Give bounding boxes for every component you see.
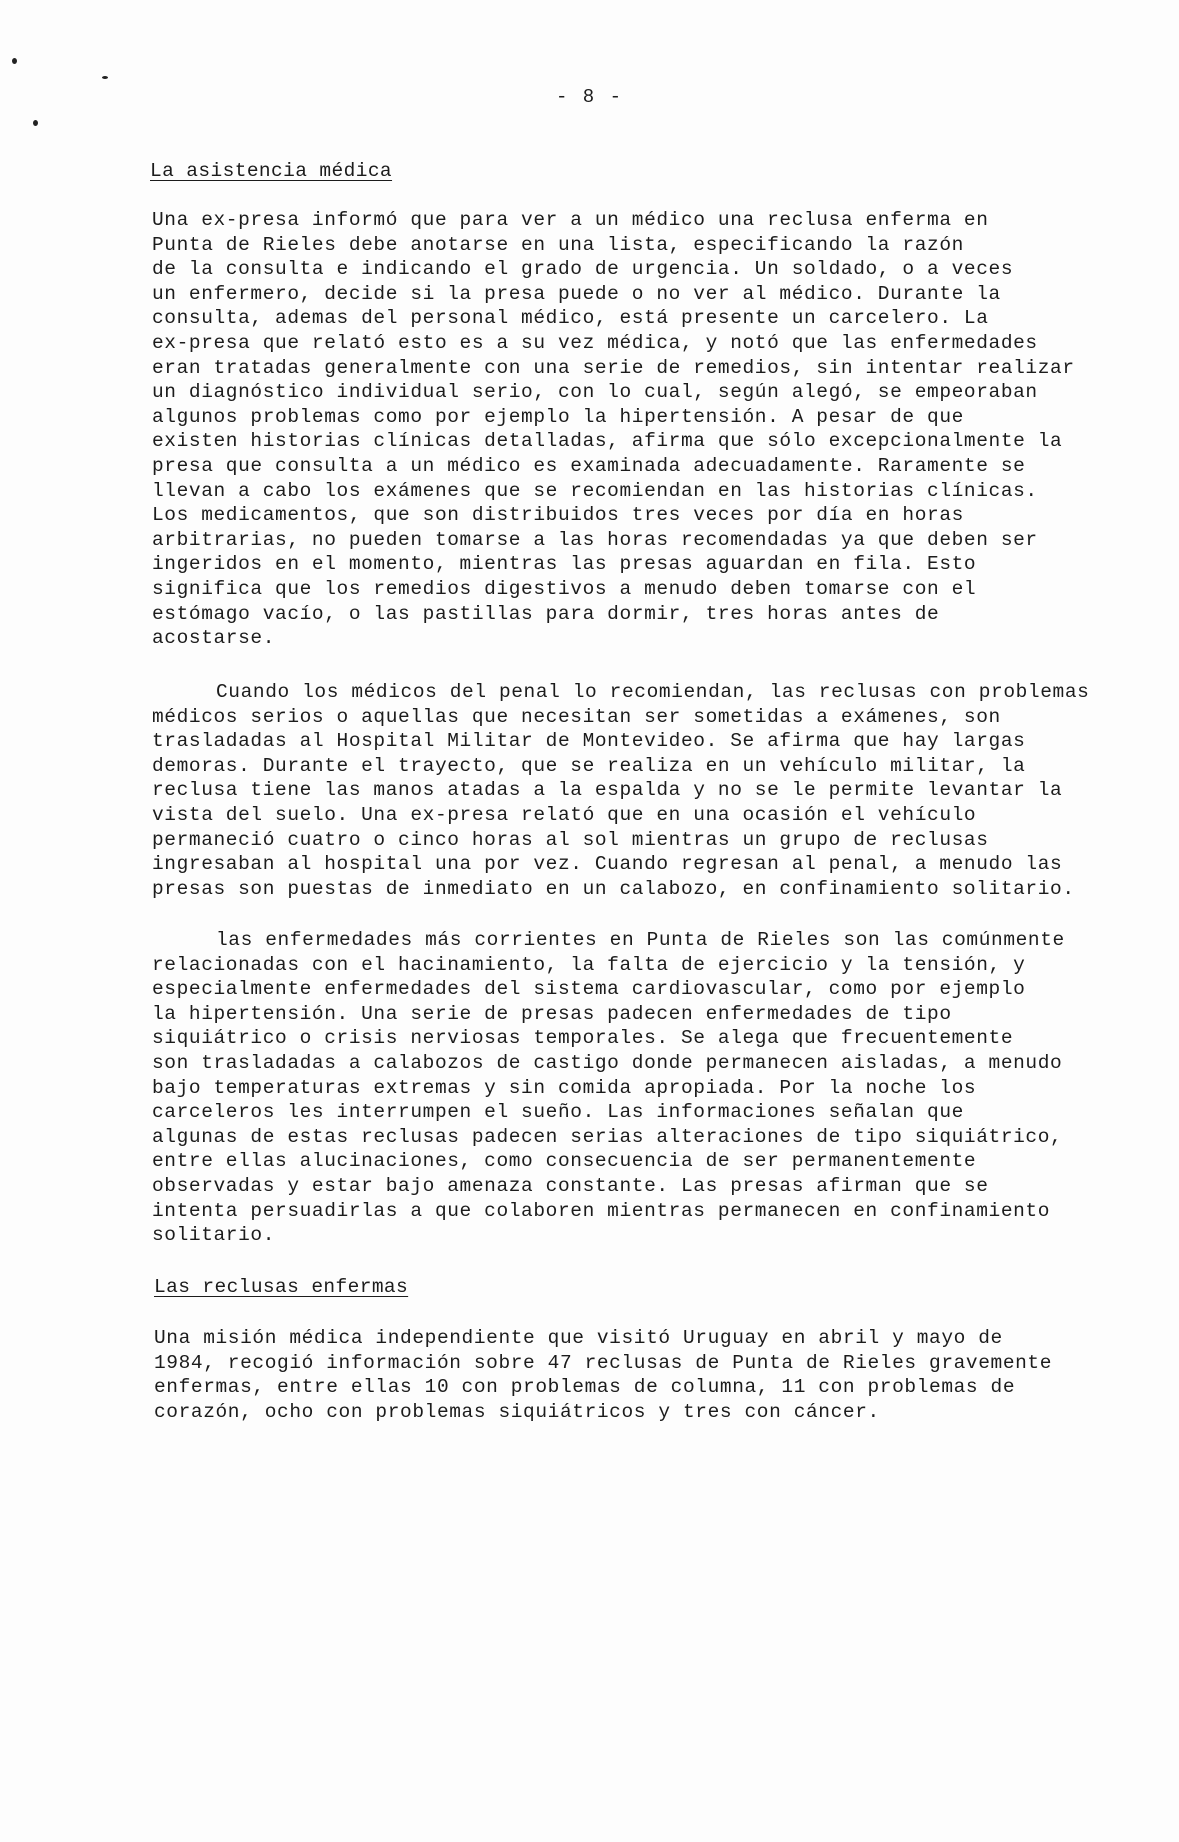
text-line: algunos problemas como por ejemplo la hipertensión. A pesar de que [152, 405, 964, 428]
text-line: ex-presa que relató esto es a su vez médica, y notó que las enfermedades [152, 331, 1038, 354]
text-line: acostarse. [152, 627, 276, 650]
paragraph-4 [154, 1326, 1114, 1424]
text-line: intenta persuadirlas a que colaboren mientras permanecen en confinamiento [152, 1199, 1051, 1222]
text-line: Los medicamentos, que son distribuidos tres veces por día en horas [152, 504, 964, 527]
section-heading-reclusas: Las reclusas enfermas [154, 1276, 409, 1298]
text-line: especialmente enfermedades del sistema cardiovascular, como por ejemplo [152, 978, 1026, 1001]
text-line: consulta, ademas del personal médico, está presente un carcelero. La [152, 307, 989, 330]
text-line: ingeridos en el momento, mientras las presas aguardan en fila. Esto [152, 553, 977, 576]
text-line: entre ellas alucinaciones, como consecuencia de ser permanentemente [152, 1150, 977, 1173]
text-line: relacionadas con el hacinamiento, la falta de ejercicio y la tensión, y [152, 953, 1026, 976]
text-line: vista del suelo. Una ex-presa relató que en una ocasión el vehículo [152, 803, 977, 826]
text-line: bajo temperaturas extremas y sin comida apropiada. Por la noche los [152, 1076, 977, 1099]
text-line: enfermas, entre ellas 10 con problemas de columna, 11 con problemas de [154, 1376, 1016, 1399]
text-line: Una misión médica independiente que visitó Uruguay en abril y mayo de [154, 1327, 1003, 1349]
text-line: 1984, recogió información sobre 47 reclusas de Punta de Rieles gravemente [154, 1351, 1053, 1374]
text-line: siquiátrico o crisis nerviosas temporales. Se alega que frecuentemente [152, 1027, 1014, 1050]
text-line: un enfermero, decide si la presa puede o no ver al médico. Durante la [152, 282, 1001, 305]
text-line: un diagnóstico individual serio, con lo cual, según alegó, se empeoraban [152, 381, 1038, 404]
paragraph-2 [152, 680, 1112, 901]
text-line: presa que consulta a un médico es examinada adecuadamente. Raramente se [152, 454, 1026, 477]
text-line: las enfermedades más corrientes en Punta de Rieles son las comúnmente [216, 929, 1065, 951]
text-line: médicos serios o aquellas que necesitan ser sometidas a exámenes, son [152, 705, 1001, 728]
text-line: solitario. [152, 1224, 276, 1247]
text-line: la hipertensión. Una serie de presas padecen enfermedades de tipo [152, 1002, 952, 1025]
text-line: carceleros les interrumpen el sueño. Las informaciones señalan que [152, 1101, 964, 1124]
page-number: - 8 - [555, 86, 623, 108]
text-line: significa que los remedios digestivos a menudo deben tomarse con el [152, 577, 977, 600]
text-line: Punta de Rieles debe anotarse en una lista, especificando la razón [152, 233, 964, 256]
text-line: estómago vacío, o las pastillas para dormir, tres horas antes de [152, 602, 940, 625]
text-line: presas son puestas de inmediato en un calabozo, en confinamiento solitario. [152, 877, 1075, 900]
section-heading-asistencia: La asistencia médica [150, 160, 393, 182]
text-line: eran tratadas generalmente con una serie de remedios, sin intentar realizar [152, 356, 1075, 379]
text-line: corazón, ocho con problemas siquiátricos y tres con cáncer. [154, 1400, 880, 1423]
text-line: Una ex-presa informó que para ver a un médico una reclusa enferma en [152, 209, 989, 231]
text-line: Cuando los médicos del penal lo recomiendan, las reclusas con problemas [216, 681, 1090, 703]
scan-speck [33, 120, 38, 126]
text-line: existen historias clínicas detalladas, afirma que sólo excepcionalmente la [152, 430, 1063, 453]
text-line: permaneció cuatro o cinco horas al sol mientras un grupo de reclusas [152, 828, 989, 851]
text-line: trasladadas al Hospital Militar de Montevideo. Se afirma que hay largas [152, 730, 1026, 753]
text-line: son trasladadas a calabozos de castigo donde permanecen aisladas, a menudo [152, 1051, 1063, 1074]
text-line: demoras. Durante el trayecto, que se realiza en un vehículo militar, la [152, 754, 1026, 777]
text-line: algunas de estas reclusas padecen serias alteraciones de tipo siquiátrico, [152, 1125, 1063, 1148]
scan-speck [102, 76, 108, 79]
text-line: arbitrarias, no pueden tomarse a las horas recomendadas ya que deben ser [152, 528, 1038, 551]
paragraph-1 [152, 208, 1112, 651]
text-line: reclusa tiene las manos atadas a la espalda y no se le permite levantar la [152, 779, 1063, 802]
text-line: de la consulta e indicando el grado de urgencia. Un soldado, o a veces [152, 258, 1014, 281]
text-line: ingresaban al hospital una por vez. Cuando regresan al penal, a menudo las [152, 853, 1063, 876]
paragraph-3 [152, 928, 1112, 1248]
text-line: observadas y estar bajo amenaza constante. Las presas afirman que se [152, 1174, 989, 1197]
text-line: llevan a cabo los exámenes que se recomiendan en las historias clínicas. [152, 479, 1038, 502]
scan-speck [12, 58, 17, 64]
